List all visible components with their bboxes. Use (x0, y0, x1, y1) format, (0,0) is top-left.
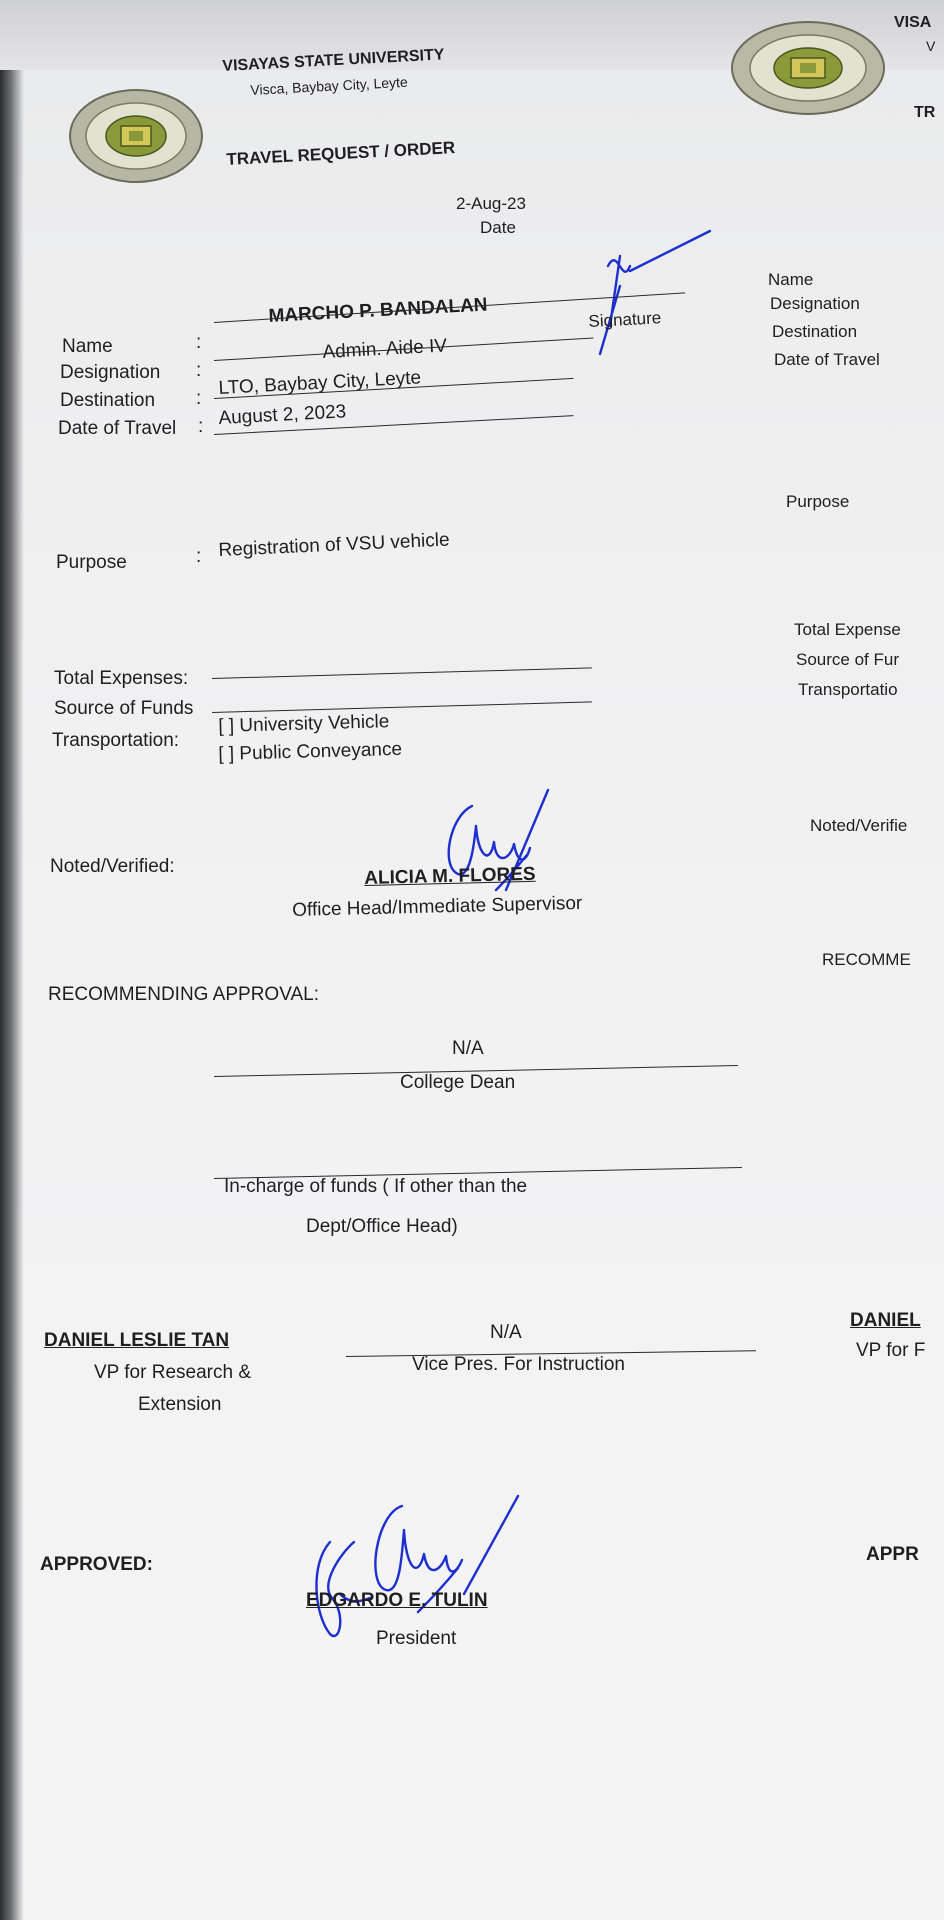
recommending-approval-label: RECOMMENDING APPROVAL: (48, 984, 319, 1005)
president-name: EDGARDO E. TULIN (306, 1590, 488, 1611)
duplicate-vp-name: DANIEL (850, 1310, 921, 1331)
purpose-colon: : (196, 546, 202, 567)
duplicate-date-of-travel-label: Date of Travel (774, 350, 880, 369)
duplicate-approved-label: APPR (866, 1544, 919, 1565)
name-colon: : (196, 332, 202, 353)
duplicate-header-address: V (926, 38, 936, 54)
university-address: Visca, Baybay City, Leyte (250, 73, 409, 98)
vp-research-name: DANIEL LESLIE TAN (44, 1330, 230, 1351)
duplicate-vp-title: VP for F (856, 1340, 926, 1361)
paper-edge-shadow (0, 70, 24, 1920)
funds-incharge-title-line2: Dept/Office Head) (306, 1216, 458, 1237)
total-expenses-label: Total Expenses: (54, 668, 189, 689)
president-signature (290, 1494, 530, 1644)
supervisor-title: Office Head/Immediate Supervisor (292, 892, 583, 921)
duplicate-destination-label: Destination (772, 322, 858, 341)
university-name: VISAYAS STATE UNIVERSITY (222, 46, 445, 75)
source-of-funds-label: Source of Funds (54, 698, 194, 719)
name-label: Name (62, 336, 113, 357)
noted-verified-label: Noted/Verified: (50, 856, 175, 877)
funds-incharge-title-line1: In-charge of funds ( If other than the (224, 1176, 528, 1197)
destination-colon: : (196, 388, 202, 409)
transport-option-university-vehicle[interactable]: [ ] University Vehicle (218, 711, 390, 737)
duplicate-recommending-label: RECOMME (822, 950, 911, 969)
form-date-label: Date (480, 218, 516, 237)
designation-value: Admin. Aide IV (322, 335, 448, 363)
designation-label: Designation (60, 362, 161, 383)
duplicate-noted-label: Noted/Verifie (810, 816, 908, 835)
dean-value: N/A (452, 1038, 484, 1059)
signature-label: Signature (588, 308, 662, 331)
destination-label: Destination (60, 390, 156, 411)
vp-instruction-title: Vice Pres. For Instruction (412, 1354, 625, 1375)
form-date-value: 2-Aug-23 (456, 194, 526, 213)
vp-research-title-line1: VP for Research & (94, 1362, 252, 1383)
transportation-label: Transportation: (52, 730, 180, 751)
duplicate-transportation-label: Transportatio (798, 680, 898, 699)
university-seal-icon (66, 86, 206, 186)
transport-option-public-conveyance[interactable]: [ ] Public Conveyance (218, 738, 403, 765)
traveler-name: MARCHO P. BANDALAN (268, 294, 489, 327)
supervisor-name: ALICIA M. FLORES (364, 863, 536, 889)
designation-colon: : (196, 360, 202, 381)
duplicate-header-university: VISA (894, 14, 932, 31)
dean-title: College Dean (400, 1072, 516, 1093)
date-of-travel-label: Date of Travel (58, 418, 177, 439)
vp-instruction-value: N/A (490, 1322, 522, 1343)
date-of-travel-colon: : (198, 416, 204, 437)
duplicate-source-of-funds-label: Source of Fur (796, 650, 899, 669)
approved-label: APPROVED: (40, 1554, 153, 1575)
duplicate-name-label: Name (768, 270, 814, 289)
vp-research-title-line2: Extension (138, 1394, 222, 1415)
destination-value: LTO, Baybay City, Leyte (218, 367, 422, 399)
duplicate-designation-label: Designation (770, 294, 860, 313)
duplicate-total-expenses-label: Total Expense (794, 620, 901, 639)
duplicate-purpose-label: Purpose (786, 492, 850, 511)
purpose-value: Registration of VSU vehicle (218, 529, 450, 561)
university-seal-icon-duplicate (728, 18, 888, 118)
date-of-travel-value: August 2, 2023 (218, 401, 347, 429)
purpose-label: Purpose (56, 552, 127, 573)
form-title: TRAVEL REQUEST / ORDER (226, 138, 456, 169)
duplicate-header-title: TR (914, 104, 936, 121)
president-title: President (376, 1628, 457, 1649)
traveler-signature (560, 226, 720, 356)
